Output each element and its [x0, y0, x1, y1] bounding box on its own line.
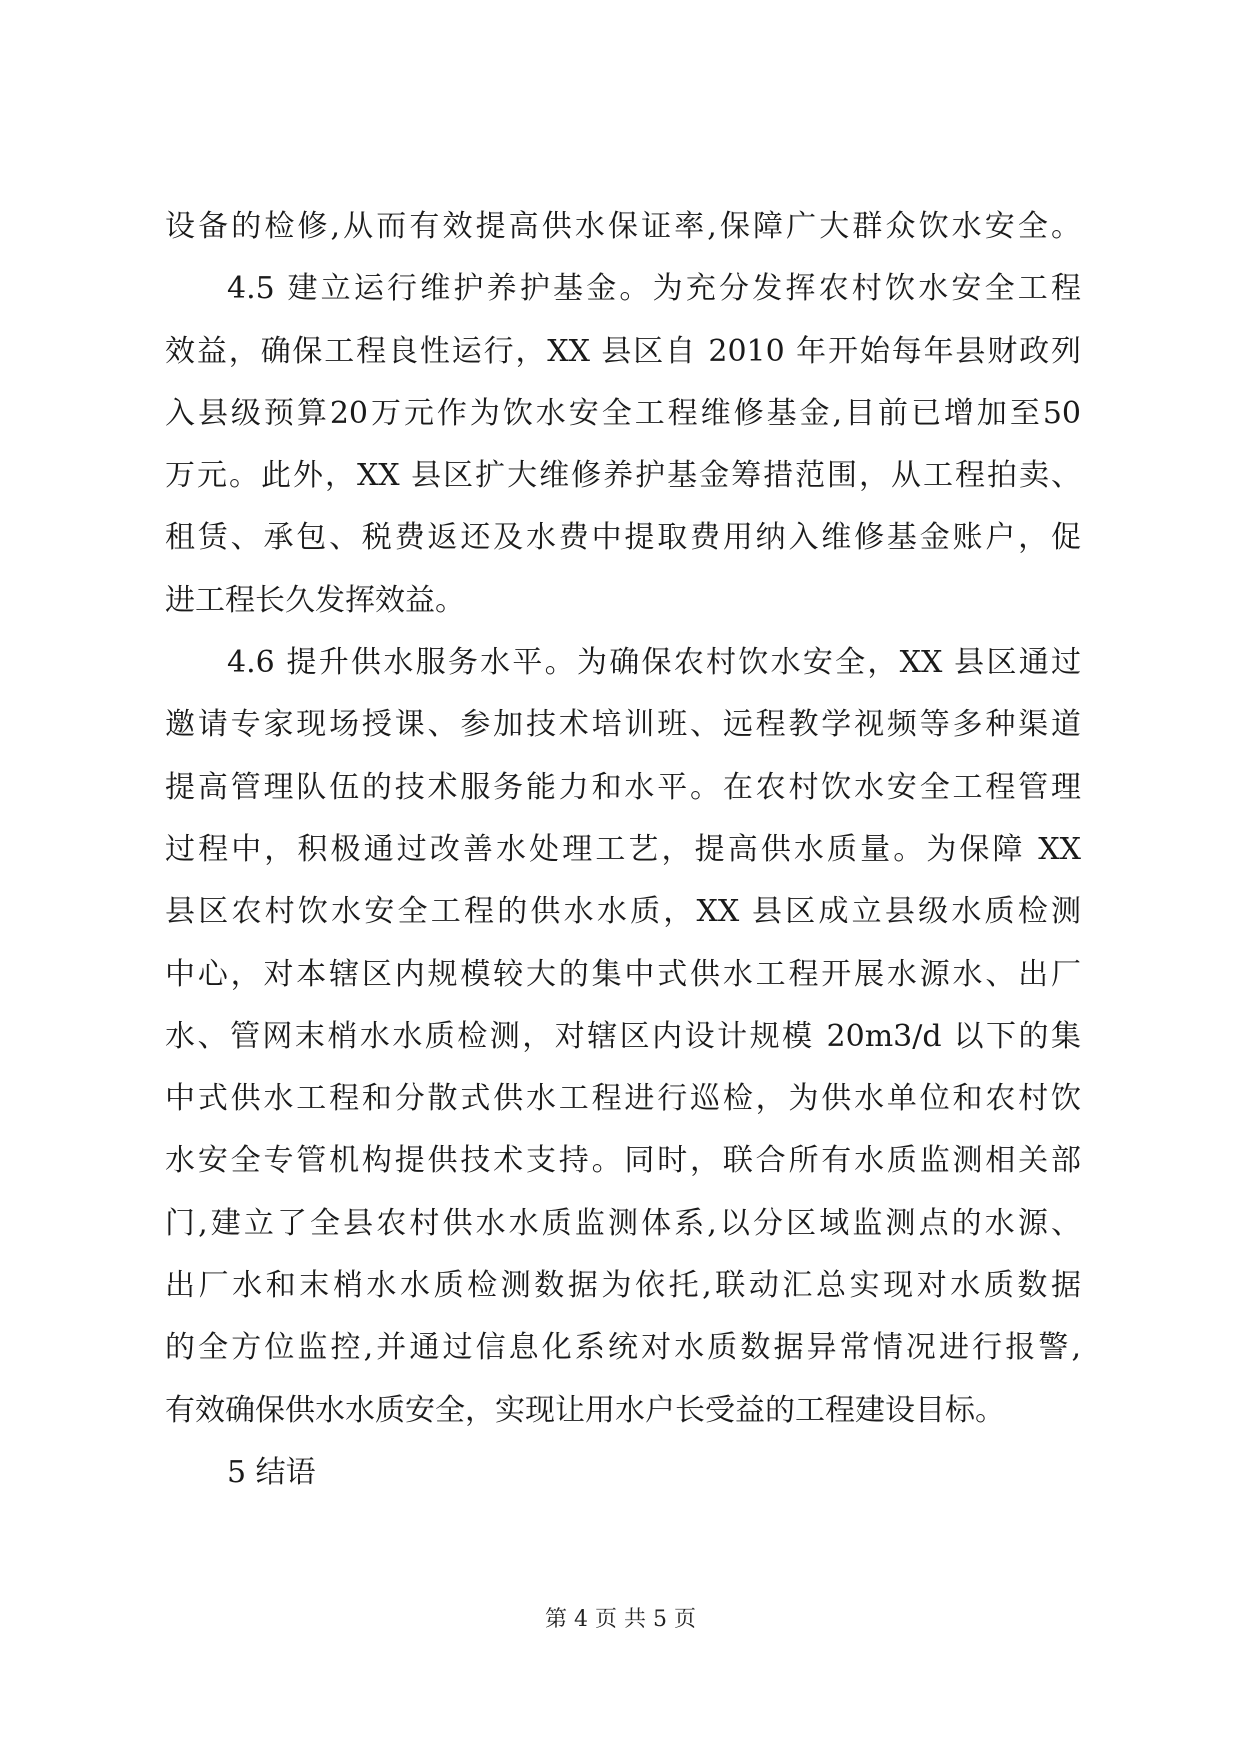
text-line: 过程中，积极通过改善水处理工艺，提高供水质量。为保障 XX: [165, 831, 1081, 867]
section-heading: 5 结语: [227, 1454, 316, 1490]
text-line: 设备的检修,从而有效提高供水保证率,保障广大群众饮水安全。: [165, 209, 1081, 244]
text-line: 水安全专管机构提供技术支持。同时，联合所有水质监测相关部: [165, 1143, 1081, 1179]
text-line: 出厂水和末梢水水质检测数据为依托,联动汇总实现对水质数据: [165, 1268, 1081, 1304]
text-line: 租赁、承包、税费返还及水费中提取费用纳入维修基金账户，促: [165, 520, 1081, 556]
text-line: 水、管网末梢水水质检测，对辖区内设计规模 20m3/d 以下的集: [165, 1018, 1081, 1054]
text-line: 的全方位监控,并通过信息化系统对水质数据异常情况进行报警,: [165, 1330, 1081, 1366]
text-line: 提高管理队伍的技术服务能力和水平。在农村饮水安全工程管理: [165, 769, 1081, 805]
text-line: 效益，确保工程良性运行，XX 县区自 2010 年开始每年县财政列: [165, 333, 1081, 369]
text-line: 县区农村饮水安全工程的供水水质，XX 县区成立县级水质检测: [165, 894, 1081, 930]
page-footer: 第 4 页 共 5 页: [545, 1607, 696, 1632]
text-line: 中式供水工程和分散式供水工程进行巡检，为供水单位和农村饮: [165, 1081, 1081, 1117]
body-text: [165, 196, 1081, 1504]
text-line: 中心，对本辖区内规模较大的集中式供水工程开展水源水、出厂: [165, 956, 1081, 992]
text-line: 4.6 提升供水服务水平。为确保农村饮水安全，XX 县区通过: [227, 645, 1081, 681]
text-line: 邀请专家现场授课、参加技术培训班、远程教学视频等多种渠道: [165, 707, 1081, 743]
text-line: 有效确保供水水质安全，实现让用水户长受益的工程建设目标。: [165, 1392, 1005, 1428]
text-line: 万元。此外，XX 县区扩大维修养护基金筹措范围，从工程拍卖、: [165, 458, 1081, 494]
text-line: 门,建立了全县农村供水水质监测体系,以分区域监测点的水源、: [165, 1205, 1081, 1241]
text-line: 入县级预算20万元作为饮水安全工程维修基金,目前已增加至50: [165, 395, 1081, 431]
text-line: 4.5 建立运行维护养护基金。为充分发挥农村饮水安全工程: [227, 271, 1081, 307]
text-line: 进工程长久发挥效益。: [165, 582, 465, 618]
